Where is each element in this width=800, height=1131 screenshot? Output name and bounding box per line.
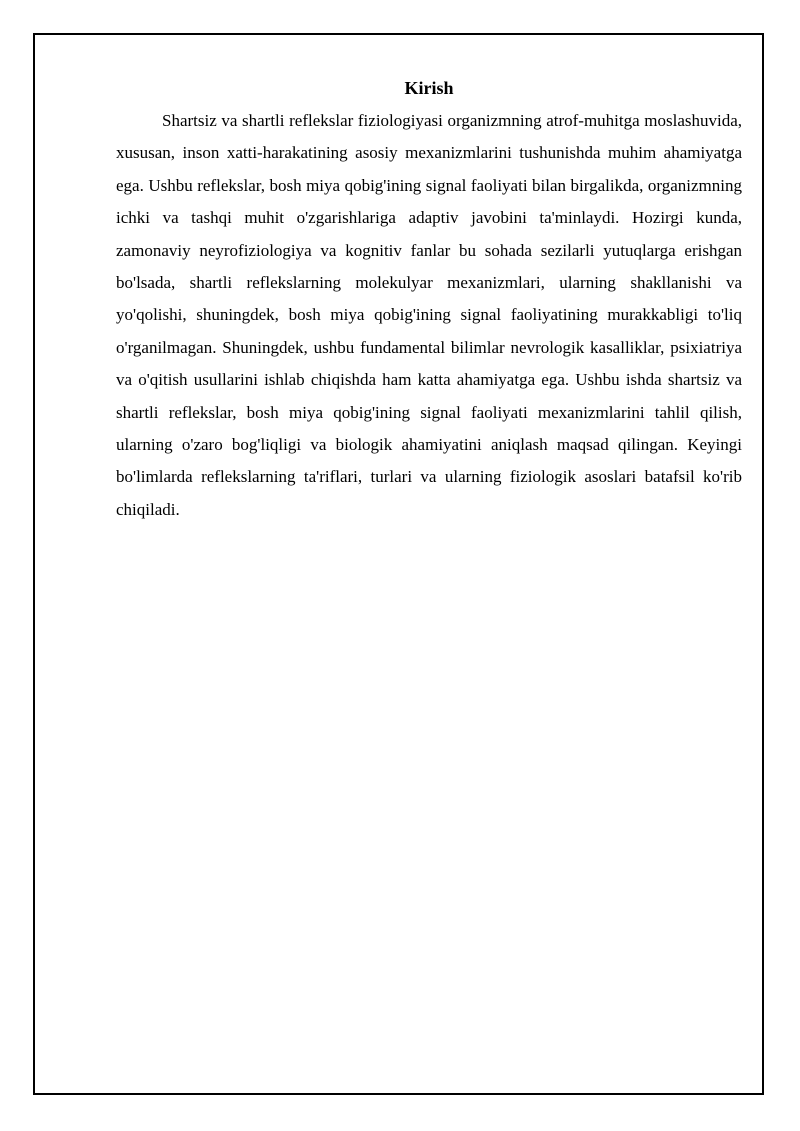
document-body <box>116 76 742 526</box>
intro-paragraph: Shartsiz va shartli reflekslar fiziologiyasi organizmning atrof-muhitga moslashuvida, xususan, inson xatti-harakatining asosiy mexanizmlarini tushunishda muhim ahamiyatga ega. Ushbu reflekslar, bosh miya qobig'ining signal faoliyati bilan birgalikda, organizmning ichki va tashqi muhit o'zgarishlariga adaptiv javobini ta'minlaydi. Hozirgi kunda, zamonaviy neyrofiziologiya va kognitiv fanlar bu sohada sezilarli yutuqlarga erishgan bo'lsada, shartli reflekslarning molekulyar mexanizmlari, ularning shakllanishi va yo'qolishi, shuningdek, bosh miya qobig'ining signal faoliyatining murakkabligi to'liq o'rganilmagan. Shuningdek, ushbu fundamental bilimlar nevrologik kasalliklar, psixiatriya va o'qitish usullarini ishlab chiqishda ham katta ahamiyatga ega. Ushbu ishda shartsiz va shartli reflekslar, bosh miya qobig'ining signal faoliyati mexanizmlarini tahlil qilish, ularning o'zaro bog'liqligi va biologik ahamiyatini aniqlash maqsad qilingan. Keyingi bo'limlarda reflekslarning ta'riflari, turlari va ularning fiziologik asoslari batafsil ko'rib chiqiladi. <box>116 111 742 519</box>
page-title: Kirish <box>404 78 454 98</box>
